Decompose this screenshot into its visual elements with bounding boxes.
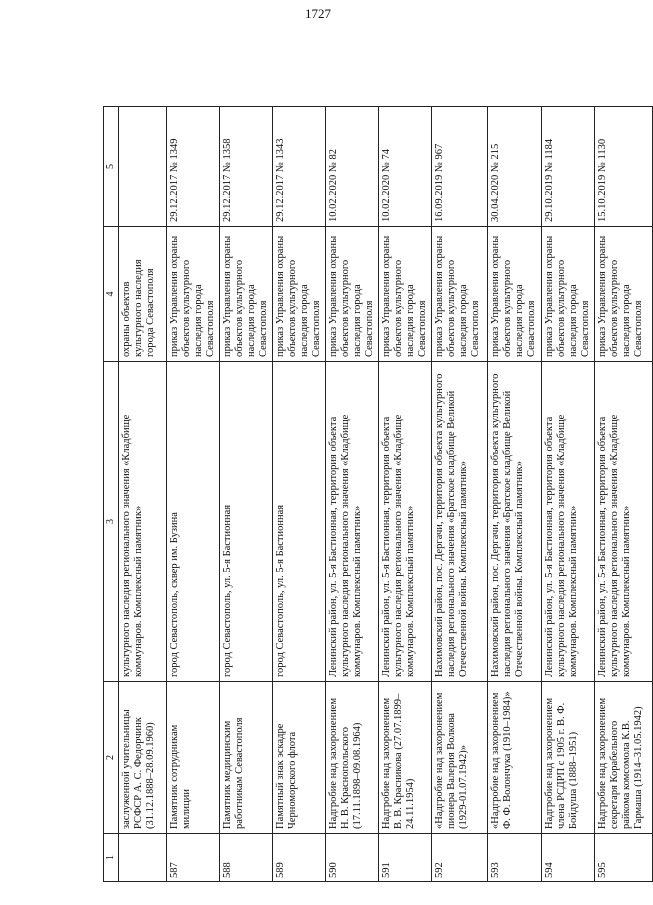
- row-number: 589: [273, 834, 326, 882]
- authority: приказ Управления охраны объектов культурного наследия города Севастополя: [595, 227, 653, 362]
- header-col-2: 2: [104, 682, 119, 834]
- monuments-table: [103, 106, 653, 882]
- row-number: 587: [167, 834, 220, 882]
- table-row: [326, 107, 379, 882]
- monument-name: Памятник сотрудникам милиции: [167, 682, 220, 834]
- authority: приказ Управления охраны объектов культурного наследия города Севастополя: [167, 227, 220, 362]
- monument-address: Ленинский район, ул. 5-я Бастионная, территория объекта культурного наследия регионального значения «Кладбище коммунаров. Комплексный памятник»: [326, 362, 379, 682]
- table-row: [167, 107, 220, 882]
- row-number: 593: [488, 834, 542, 882]
- row-number: 595: [595, 834, 653, 882]
- monument-name: «Надгробие над захоронением пионера Валерия Волкова (1929-01.07.1942)»: [432, 682, 488, 834]
- monument-name: «Надгробие над захоронением Ф. Ф. Волончука (1910–1984)»: [488, 682, 542, 834]
- authority: приказ Управления охраны объектов культурного наследия города Севастополя: [379, 227, 432, 362]
- authority: приказ Управления охраны объектов культурного наследия города Севастополя: [432, 227, 488, 362]
- authority: приказ Управления охраны объектов культурного наследия города Севастополя: [273, 227, 326, 362]
- monument-address: Ленинский район, ул. 5-я Бастионная, территория объекта культурного наследия регионального значения «Кладбище коммунаров. Комплексный памятник»: [542, 362, 595, 682]
- authority: охраны объектов культурного наследия города Севастополя: [119, 227, 167, 362]
- monument-name: Памятный знак эскадре Черноморского флота: [273, 682, 326, 834]
- monument-name: Надгробие над захоронением В. В. Красникова (27.07.1899–24.11.1954): [379, 682, 432, 834]
- table-row: [220, 107, 273, 882]
- table-row: [119, 107, 167, 882]
- table-row: [542, 107, 595, 882]
- header-col-5: 5: [104, 107, 119, 227]
- monument-name: Надгробие над захоронением Н. В. Краснопольского (17.11.1898–09.08.1964): [326, 682, 379, 834]
- monument-address: город Севастополь, ул. 5-я Бастионная: [273, 362, 326, 682]
- authority: приказ Управления охраны объектов культурного наследия города Севастополя: [542, 227, 595, 362]
- document-ref: 29.12.2017 № 1358: [220, 107, 273, 227]
- header-col-3: 3: [104, 362, 119, 682]
- document-ref: [119, 107, 167, 227]
- table-row: [488, 107, 542, 882]
- monument-name: Надгробие над захоронением члена РСДРП с 1905 г. В. Ф. Бойдуша (1888–1951): [542, 682, 595, 834]
- monument-address: город Севастополь, сквер им. Бузина: [167, 362, 220, 682]
- monument-address: Нахимовский район, пос. Дергачи, территория объекта культурного наследия регионального значения «Братское кладбище Великой Отечественной войны. Комплексный памятник»: [488, 362, 542, 682]
- header-col-1: 1: [104, 834, 119, 882]
- authority: приказ Управления охраны объектов культурного наследия города Севастополя: [220, 227, 273, 362]
- document-ref: 29.12.2017 № 1343: [273, 107, 326, 227]
- document-ref: 29.12.2017 № 1349: [167, 107, 220, 227]
- monument-address: город Севастополь, ул. 5-я Бастионная: [220, 362, 273, 682]
- monument-address: Нахимовский район, пос. Дергачи, территория объекта культурного наследия регионального значения «Братское кладбище Великой Отечественной войны. Комплексный памятник»: [432, 362, 488, 682]
- table-row: [432, 107, 488, 882]
- monument-name: заслуженной учительницы РСФСР А. С. Федорчинк (31.12.1888–28.09.1960): [119, 682, 167, 834]
- row-number: 594: [542, 834, 595, 882]
- row-number: 591: [379, 834, 432, 882]
- page-number: 1727: [305, 6, 331, 21]
- table-row: [379, 107, 432, 882]
- row-number: [119, 834, 167, 882]
- authority: приказ Управления охраны объектов культурного наследия города Севастополя: [326, 227, 379, 362]
- row-number: 588: [220, 834, 273, 882]
- header-col-4: 4: [104, 227, 119, 362]
- authority: приказ Управления охраны объектов культурного наследия города Севастополя: [488, 227, 542, 362]
- monument-address: культурного наследия регионального значения «Кладбище коммунаров. Комплексный памятник»: [119, 362, 167, 682]
- document-ref: 16.09.2019 № 967: [432, 107, 488, 227]
- document-ref: 10.02.2020 № 82: [326, 107, 379, 227]
- table-row: [595, 107, 653, 882]
- document-ref: 15.10.2019 № 1130: [595, 107, 653, 227]
- document-ref: 29.10.2019 № 1184: [542, 107, 595, 227]
- row-number: 590: [326, 834, 379, 882]
- monument-address: Ленинский район, ул. 5-я Бастионная, территория объекта культурного наследия регионального значения «Кладбище коммунаров. Комплексный памятник»: [595, 362, 653, 682]
- table-row: [273, 107, 326, 882]
- monument-address: Ленинский район, ул. 5-я Бастионная, территория объекта культурного наследия регионального значения «Кладбище коммунаров. Комплексный памятник»: [379, 362, 432, 682]
- header-row: [104, 107, 119, 882]
- monument-name: Памятник медицинским работникам Севастополя: [220, 682, 273, 834]
- rotated-table-container: [103, 107, 644, 882]
- monument-name: Надгробие над захоронением секретаря Корабельного райкома комсомола К.В. Гармаша (1914–31.05.1942): [595, 682, 653, 834]
- document-ref: 10.02.2020 № 74: [379, 107, 432, 227]
- document-ref: 30.04.2020 № 215: [488, 107, 542, 227]
- row-number: 592: [432, 834, 488, 882]
